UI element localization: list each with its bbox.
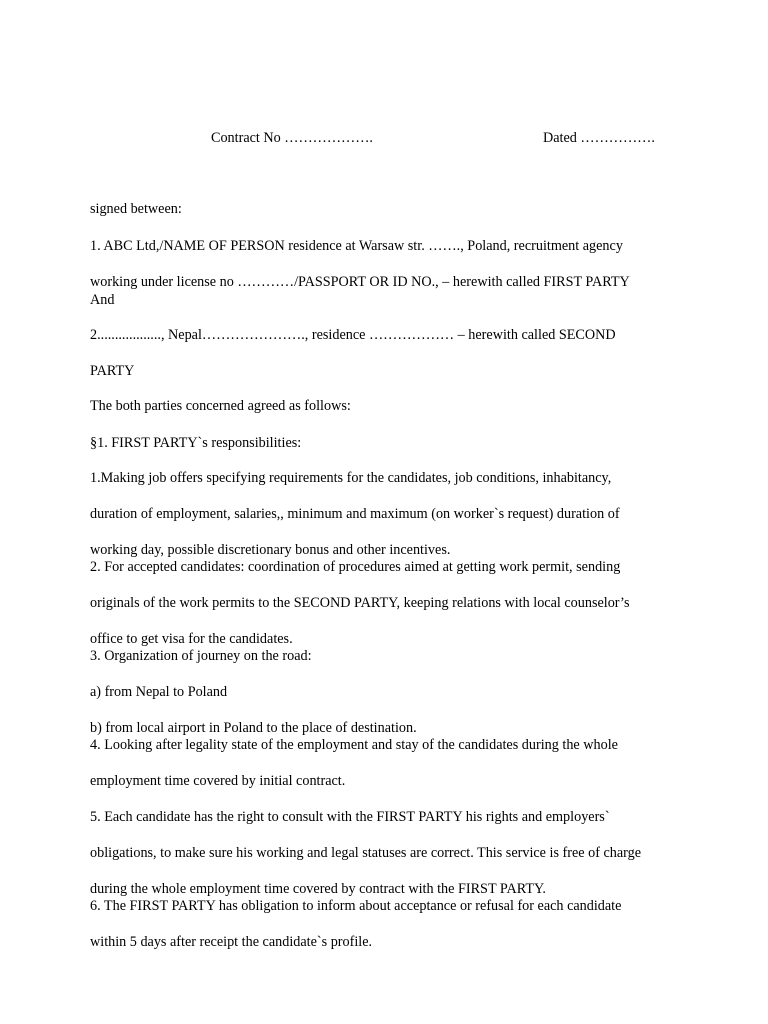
paragraph-line: within 5 days after receipt the candidate`s profile.: [90, 934, 373, 950]
paragraph-line: obligations, to make sure his working and legal statuses are correct. This service is free of charge: [90, 845, 642, 861]
contract-header: [0, 129, 768, 147]
item-6-paragraph: [90, 879, 690, 969]
paragraph-line: 1.Making job offers specifying requirements for the candidates, job conditions, inhabitancy,: [90, 470, 612, 486]
signed-between-text: signed between:: [90, 201, 182, 217]
agreement-intro-text: The both parties concerned agreed as follows:: [90, 398, 351, 414]
paragraph-line: duration of employment, salaries,, minimum and maximum (on worker`s request) duration of: [90, 506, 620, 522]
contract-number: Contract No ……………….: [211, 130, 373, 146]
paragraph-line: 1. ABC Ltd,/NAME OF PERSON residence at Warsaw str. ……., Poland, recruitment agency: [90, 238, 623, 254]
and-label: And: [90, 292, 115, 308]
contract-date: Dated …………….: [543, 130, 655, 146]
paragraph-line: a) from Nepal to Poland: [90, 684, 228, 700]
section-title-text: §1. FIRST PARTY`s responsibilities:: [90, 435, 302, 451]
paragraph-line: PARTY: [90, 363, 135, 379]
paragraph-line: 5. Each candidate has the right to consult with the FIRST PARTY his rights and employers`: [90, 809, 610, 825]
paragraph-line: during the whole employment time covered by contract with the FIRST PARTY.: [90, 881, 546, 897]
paragraph-line: originals of the work permits to the SECOND PARTY, keeping relations with local counselor’s: [90, 595, 630, 611]
paragraph-line: b) from local airport in Poland to the place of destination.: [90, 720, 417, 736]
paragraph-line: working under license no …………/PASSPORT OR ID NO., – herewith called FIRST PARTY: [90, 274, 630, 290]
paragraph-line: 2.................., Nepal…………………., residence ……………… – herewith called SECOND: [90, 327, 616, 343]
paragraph-line: 3. Organization of journey on the road:: [90, 648, 312, 664]
paragraph-line: office to get visa for the candidates.: [90, 631, 293, 647]
paragraph-line: 2. For accepted candidates: coordination of procedures aimed at getting work permit, sending: [90, 559, 621, 575]
paragraph-line: employment time covered by initial contract.: [90, 773, 346, 789]
paragraph-line: 4. Looking after legality state of the employment and stay of the candidates during the whole: [90, 737, 618, 753]
paragraph-line: 6. The FIRST PARTY has obligation to inform about acceptance or refusal for each candidate: [90, 898, 622, 914]
paragraph-line: working day, possible discretionary bonus and other incentives.: [90, 542, 451, 558]
